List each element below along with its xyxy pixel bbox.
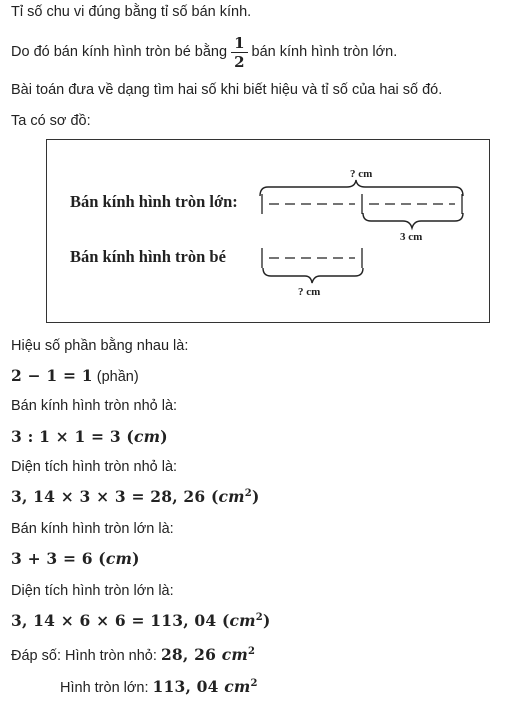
answer-small-exp: 2 [247,645,256,657]
step2-math [11,427,168,446]
answer-label: Đáp số: Hình tròn nhỏ: [11,648,157,664]
difference-brace-label: 3 cm [400,231,423,243]
step3-math-a: 3, 14 × 3 × 3 = 28, 26 ( [11,487,219,506]
step3-math [11,487,260,506]
step5-math [11,611,270,630]
answer-big-number: 113, 04 [152,677,219,696]
step2-math-b: ) [160,427,168,446]
fraction-denominator: 2 [234,52,245,71]
step1-unit: (phần) [96,369,139,385]
intro-line-2 [11,34,397,70]
intro-line-3: Bài toán đưa về dạng tìm hai số khi biết hiệu và tỉ số của hai số đó. [11,82,443,98]
small-radius-segment [262,248,362,268]
answer-small-number: 28, 26 [160,645,217,664]
step1-math-line [11,366,139,385]
step4-math-a: 3 + 3 = 6 ( [11,549,106,568]
ratio-diagram [46,139,490,323]
intro-line-2-before: Do đó bán kính hình tròn bé bằng [11,44,228,60]
answer-big-unit: cm [224,677,251,696]
step2-text: Bán kính hình tròn nhỏ là: [11,398,178,414]
big-radius-segment [262,194,462,214]
step3-math-unit: cm [218,487,245,506]
step3-math-b: ) [251,487,260,506]
step4-math-b: ) [132,549,140,568]
answer-line-2 [60,677,258,696]
small-radius-label: Bán kính hình tròn bé [70,247,226,266]
step5-math-unit: cm [229,611,256,630]
step2-math-unit: cm [133,427,161,446]
answer-big-exp: 2 [250,677,258,689]
step2-math-a: 3 : 1 × 1 = 3 ( [11,427,134,446]
step5-math-exp: 2 [255,611,263,623]
fraction-one-half [231,35,247,70]
answer-big-value [153,677,258,696]
step5-math-a: 3, 14 × 6 × 6 = 113, 04 ( [11,611,230,630]
answer-small-value [161,645,255,664]
step4-math-unit: cm [105,549,133,568]
top-brace [260,180,463,196]
answer-small-unit: cm [221,645,248,664]
big-radius-label: Bán kính hình tròn lớn: [70,192,238,211]
step5-text: Diện tích hình tròn lớn là: [11,583,174,599]
step4-text: Bán kính hình tròn lớn là: [11,521,174,537]
bottom-brace-label: ? cm [298,286,321,298]
step4-math [11,549,140,568]
diagram-segments [47,140,491,324]
step3-text: Diện tích hình tròn nhỏ là: [11,459,178,475]
intro-line-1: Tỉ số chu vi đúng bằng tỉ số bán kính. [11,4,252,20]
bottom-brace [263,268,363,283]
step5-math-b: ) [262,611,271,630]
answer-line-1 [11,645,255,664]
step1-text: Hiệu số phần bằng nhau là: [11,338,189,354]
top-brace-label: ? cm [350,168,373,180]
intro-line-4: Ta có sơ đồ: [11,113,91,129]
step3-math-exp: 2 [244,487,252,499]
intro-line-2-after: bán kính hình tròn lớn. [251,44,398,60]
step1-math: 2 − 1 = 1 [11,366,93,385]
answer-label-2: Hình tròn lớn: [60,680,149,696]
fraction-numerator: 1 [231,35,247,53]
difference-brace [363,213,463,228]
